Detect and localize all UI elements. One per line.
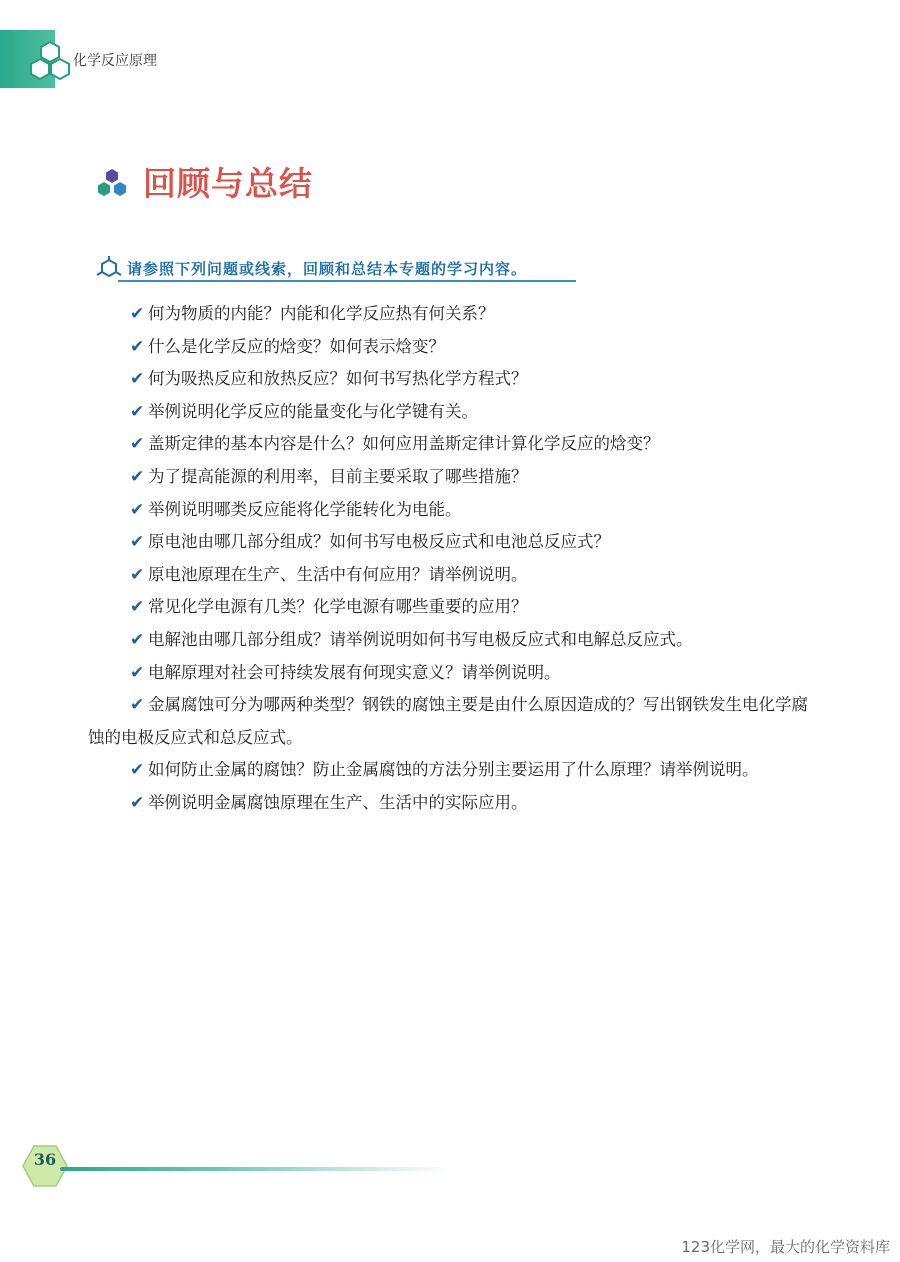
prompt-underline	[118, 280, 576, 282]
molecule-icon	[95, 255, 123, 283]
list-item: ✔ 举例说明哪类反应能将化学能转化为电能。	[88, 494, 808, 527]
list-item: ✔ 电解池由哪几部分组成？请举例说明如何书写电极反应式和电解总反应式。	[88, 624, 808, 657]
checkmark-icon: ✔	[130, 336, 145, 357]
colored-hexagons-icon	[96, 168, 128, 198]
review-prompt: 请参照下列问题或线索，回顾和总结本专题的学习内容。	[127, 260, 528, 278]
footer-rule	[60, 1167, 450, 1171]
checkmark-icon: ✔	[130, 499, 145, 520]
list-item: ✔ 金属腐蚀可分为哪两种类型？钢铁的腐蚀主要是由什么原因造成的？写出钢铁发生电化学腐蚀的电极反应式和总反应式。	[88, 689, 808, 754]
list-item: ✔ 什么是化学反应的焓变？如何表示焓变？	[88, 331, 808, 364]
list-item: ✔ 举例说明金属腐蚀原理在生产、生活中的实际应用。	[88, 787, 808, 820]
list-item: ✔ 盖斯定律的基本内容是什么？如何应用盖斯定律计算化学反应的焓变？	[88, 428, 808, 461]
list-item: ✔ 原电池原理在生产、生活中有何应用？请举例说明。	[88, 559, 808, 592]
hexagon-cluster-icon	[30, 40, 76, 86]
book-title: 化学反应原理	[73, 53, 157, 69]
list-item: ✔ 为了提高能源的利用率，目前主要采取了哪些措施？	[88, 461, 808, 494]
page-number: 36	[33, 1150, 57, 1169]
list-item: ✔ 电解原理对社会可持续发展有何现实意义？请举例说明。	[88, 657, 808, 690]
checkmark-icon: ✔	[130, 597, 145, 618]
watermark-text: 123化学网，最大的化学资料库	[681, 1238, 890, 1256]
list-item: ✔ 何为物质的内能？内能和化学反应热有何关系？	[88, 298, 808, 331]
list-item: ✔ 原电池由哪几部分组成？如何书写电极反应式和电池总反应式？	[88, 526, 808, 559]
checkmark-icon: ✔	[130, 760, 145, 781]
checkmark-icon: ✔	[130, 304, 145, 324]
checkmark-icon: ✔	[130, 532, 145, 553]
checkmark-icon: ✔	[130, 466, 145, 487]
list-item: ✔ 如何防止金属的腐蚀？防止金属腐蚀的方法分别主要运用了什么原理？请举例说明。	[88, 754, 808, 787]
list-item: ✔ 举例说明化学反应的能量变化与化学键有关。	[88, 396, 808, 429]
checkmark-icon: ✔	[130, 662, 145, 683]
checkmark-icon: ✔	[130, 792, 145, 813]
list-item: ✔ 常见化学电源有几类？化学电源有哪些重要的应用？	[88, 591, 808, 624]
checkmark-icon: ✔	[130, 564, 145, 585]
checkmark-icon: ✔	[130, 434, 145, 455]
question-list	[88, 298, 808, 820]
checkmark-icon: ✔	[130, 695, 145, 716]
section-title: 回顾与总结	[143, 164, 313, 203]
checkmark-icon: ✔	[130, 369, 145, 390]
checkmark-icon: ✔	[130, 629, 145, 650]
checkmark-icon: ✔	[130, 401, 145, 422]
list-item: ✔ 何为吸热反应和放热反应？如何书写热化学方程式？	[88, 363, 808, 396]
